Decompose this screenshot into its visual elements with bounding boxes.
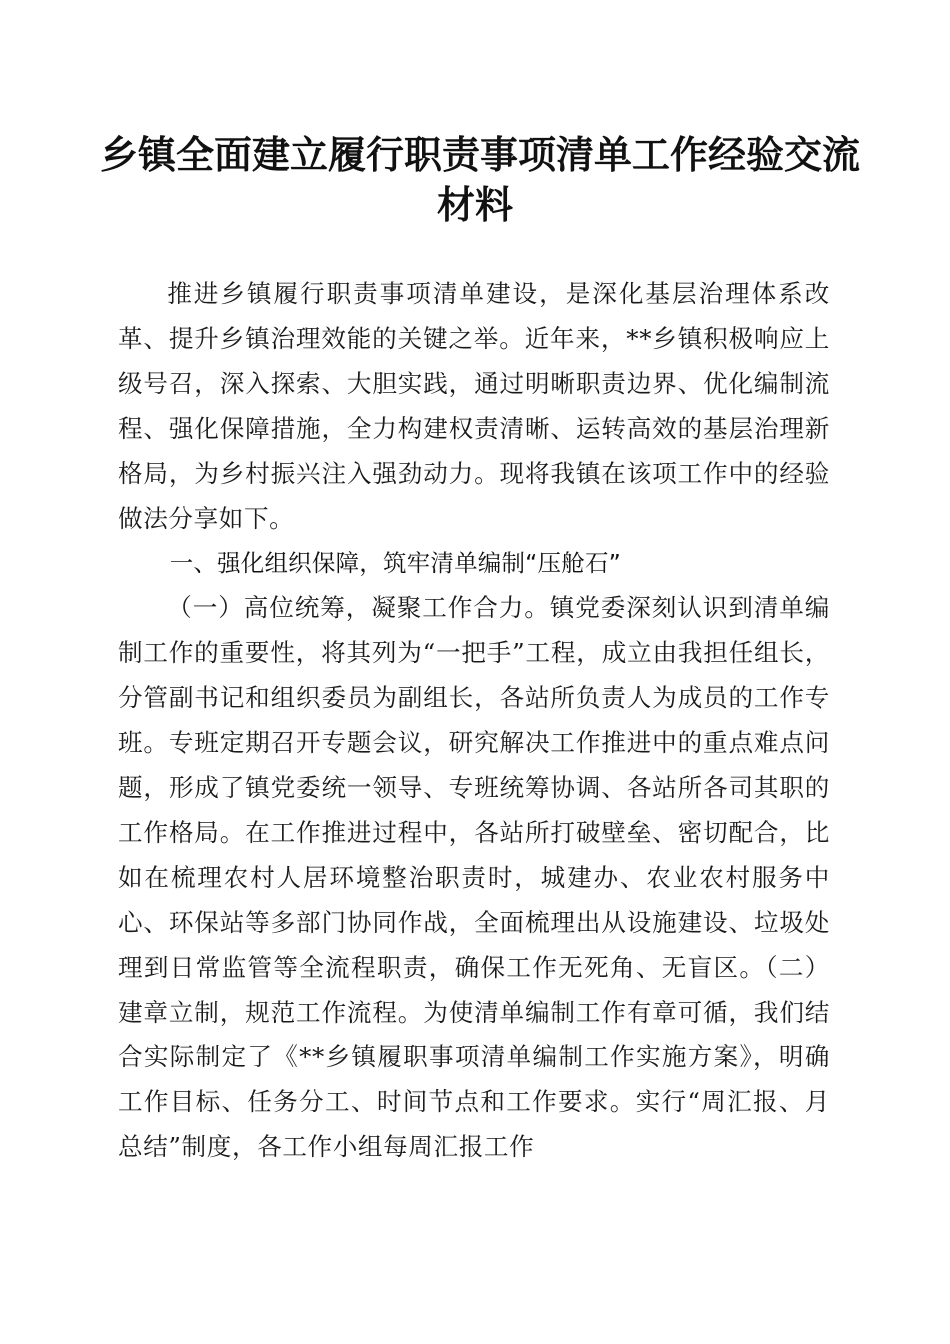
title-line-1: 乡镇全面建立履行职责事项清单工作经验交流 (100, 132, 861, 177)
title-line-2: 材料 (436, 182, 513, 227)
document-body (118, 272, 830, 1170)
section-heading-1: 一、强化组织保障，筑牢清单编制“压舱石” (169, 549, 622, 578)
section-1-paragraph: （一）高位统筹，凝聚工作合力。镇党委深刻认识到清单编制工作的重要性，将其列为“一把手”工程，成立由我担任组长，分管副书记和组织委员为副组长，各站所负责人为成员的工作专班。专班定期召开专题会议，研究解决工作推进中的重点难点问题，形成了镇党委统一领导、专班统筹协调、各站所各司其职的工作格局。在工作推进过程中，各站所打破壁垒、密切配合，比如在梳理农村人居环境整治职责时，城建办、农业农村服务中心、环保站等多部门协同作战，全面梳理出从设施建设、垃圾处理到日常监管等全流程职责，确保工作无死角、无盲区。（二）建章立制，规范工作流程。为使清单编制工作有章可循，我们结合实际制定了《**乡镇履职事项清单编制工作实施方案》，明确工作目标、任务分工、时间节点和工作要求。实行“周汇报、月总结”制度，各工作小组每周汇报工作 (118, 593, 830, 1162)
document-title (100, 130, 861, 230)
intro-paragraph: 推进乡镇履行职责事项清单建设，是深化基层治理体系改革、提升乡镇治理效能的关键之举。近年来，**乡镇积极响应上级号召，深入探索、大胆实践，通过明晰职责边界、优化编制流程、强化保障措施，全力构建权责清晰、运转高效的基层治理新格局，为乡村振兴注入强劲动力。现将我镇在该项工作中的经验做法分享如下。 (118, 279, 830, 533)
